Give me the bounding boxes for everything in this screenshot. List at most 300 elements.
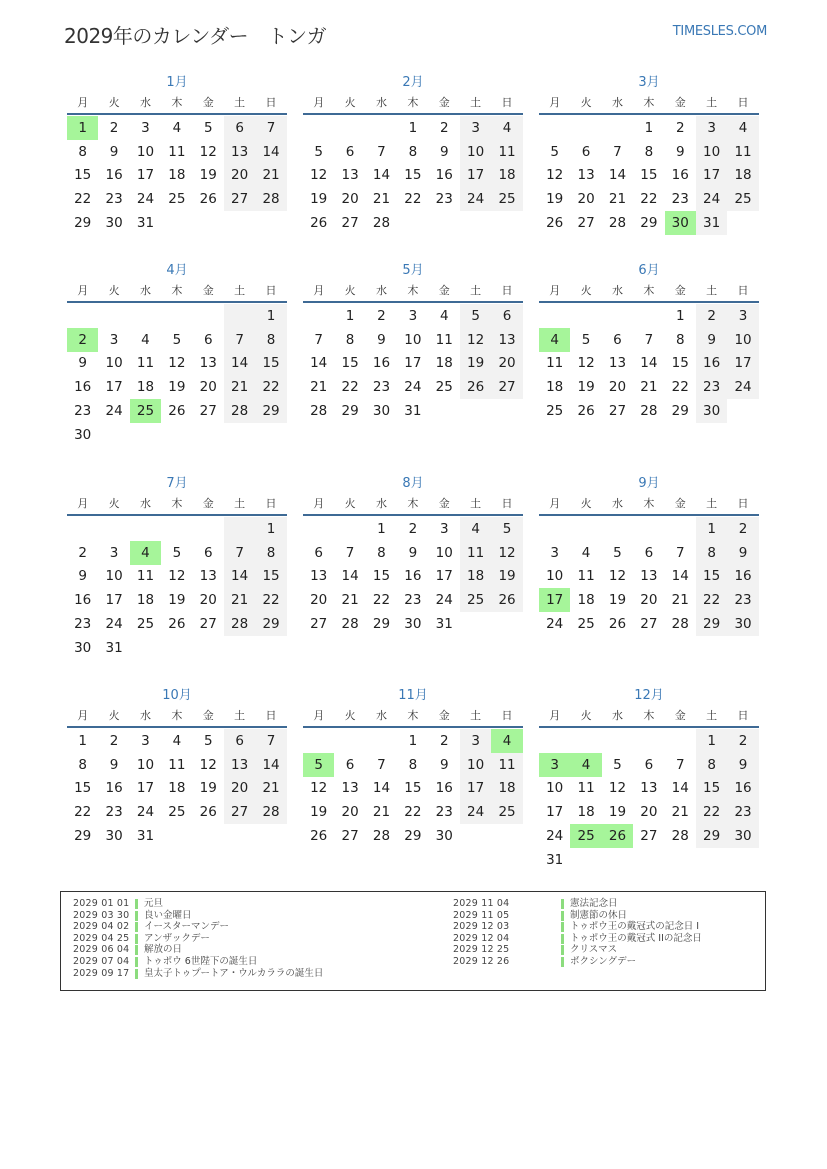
day-cell[interactable]: 27 bbox=[199, 616, 217, 633]
day-cell[interactable]: 17 bbox=[136, 167, 155, 184]
day-cell[interactable]: 20 bbox=[577, 191, 595, 208]
day-cell[interactable]: 12 bbox=[577, 355, 595, 372]
day-cell[interactable]: 2 bbox=[408, 520, 418, 537]
day-cell[interactable]: 22 bbox=[74, 804, 92, 821]
day-cell[interactable]: 29 bbox=[640, 215, 658, 232]
day-cell[interactable]: 24 bbox=[105, 616, 123, 633]
day-cell[interactable]: 24 bbox=[546, 616, 564, 633]
day-cell[interactable]: 14 bbox=[255, 753, 286, 777]
day-cell[interactable]: 9 bbox=[408, 544, 418, 561]
day-cell[interactable]: 24 bbox=[696, 187, 727, 211]
day-cell[interactable]: 8 bbox=[255, 328, 286, 352]
day-cell[interactable]: 19 bbox=[491, 565, 522, 589]
day-cell[interactable]: 14 bbox=[224, 352, 255, 376]
day-cell[interactable]: 8 bbox=[377, 544, 386, 561]
day-cell[interactable]: 13 bbox=[341, 167, 359, 184]
day-cell[interactable]: 8 bbox=[78, 143, 87, 160]
day-cell[interactable]: 19 bbox=[168, 379, 186, 396]
day-cell[interactable]: 3 bbox=[109, 331, 119, 348]
day-cell[interactable]: 10 bbox=[460, 753, 491, 777]
day-cell[interactable]: 16 bbox=[74, 592, 92, 609]
day-cell[interactable]: 4 bbox=[172, 732, 182, 749]
day-cell[interactable]: 1 bbox=[408, 119, 418, 136]
day-cell[interactable]: 26 bbox=[168, 616, 186, 633]
day-cell[interactable]: 22 bbox=[74, 191, 92, 208]
day-cell[interactable]: 1 bbox=[696, 517, 727, 541]
day-cell[interactable]: 7 bbox=[255, 116, 286, 140]
day-cell[interactable]: 31 bbox=[136, 828, 155, 845]
day-cell[interactable]: 11 bbox=[460, 541, 491, 565]
day-cell[interactable]: 6 bbox=[644, 756, 654, 773]
day-cell[interactable]: 20 bbox=[341, 804, 359, 821]
day-cell[interactable]: 25 bbox=[130, 399, 161, 423]
day-cell[interactable]: 18 bbox=[491, 164, 522, 188]
day-cell[interactable]: 31 bbox=[546, 851, 564, 868]
day-cell[interactable]: 16 bbox=[372, 355, 391, 372]
day-cell[interactable]: 20 bbox=[640, 804, 658, 821]
day-cell[interactable]: 30 bbox=[435, 828, 453, 845]
day-cell[interactable]: 30 bbox=[372, 403, 391, 420]
day-cell[interactable]: 15 bbox=[696, 777, 727, 801]
day-cell[interactable]: 23 bbox=[435, 191, 453, 208]
day-cell[interactable]: 8 bbox=[408, 756, 418, 773]
day-cell[interactable]: 11 bbox=[577, 780, 595, 797]
day-cell[interactable]: 10 bbox=[435, 544, 453, 561]
day-cell[interactable]: 10 bbox=[105, 568, 123, 585]
day-cell[interactable]: 9 bbox=[78, 355, 87, 372]
day-cell[interactable]: 5 bbox=[550, 143, 559, 160]
day-cell[interactable]: 4 bbox=[141, 331, 150, 348]
day-cell[interactable]: 2 bbox=[78, 544, 87, 561]
day-cell[interactable]: 18 bbox=[136, 592, 155, 609]
day-cell[interactable]: 11 bbox=[727, 140, 758, 164]
day-cell[interactable]: 5 bbox=[203, 732, 213, 749]
day-cell[interactable]: 1 bbox=[67, 116, 98, 140]
day-cell[interactable]: 1 bbox=[78, 732, 87, 749]
day-cell[interactable]: 7 bbox=[675, 756, 685, 773]
day-cell[interactable]: 20 bbox=[491, 352, 522, 376]
day-cell[interactable]: 28 bbox=[224, 612, 255, 636]
day-cell[interactable]: 23 bbox=[727, 800, 758, 824]
day-cell[interactable]: 23 bbox=[74, 616, 92, 633]
day-cell[interactable]: 5 bbox=[314, 143, 323, 160]
day-cell[interactable]: 23 bbox=[696, 375, 727, 399]
day-cell[interactable]: 13 bbox=[491, 328, 522, 352]
day-cell[interactable]: 29 bbox=[74, 215, 92, 232]
day-cell[interactable]: 26 bbox=[608, 616, 627, 633]
day-cell[interactable]: 22 bbox=[341, 379, 359, 396]
day-cell[interactable]: 10 bbox=[546, 568, 564, 585]
day-cell[interactable]: 30 bbox=[404, 616, 422, 633]
day-cell[interactable]: 22 bbox=[255, 588, 286, 612]
day-cell[interactable]: 16 bbox=[727, 565, 758, 589]
day-cell[interactable]: 29 bbox=[372, 616, 391, 633]
day-cell[interactable]: 7 bbox=[644, 331, 654, 348]
day-cell[interactable]: 4 bbox=[727, 116, 758, 140]
day-cell[interactable]: 2 bbox=[439, 119, 449, 136]
day-cell[interactable]: 24 bbox=[546, 828, 564, 845]
day-cell[interactable]: 6 bbox=[345, 143, 355, 160]
day-cell[interactable]: 19 bbox=[608, 804, 627, 821]
day-cell[interactable]: 9 bbox=[727, 753, 758, 777]
day-cell[interactable]: 17 bbox=[404, 355, 422, 372]
day-cell[interactable]: 13 bbox=[577, 167, 595, 184]
day-cell[interactable]: 18 bbox=[491, 777, 522, 801]
day-cell[interactable]: 25 bbox=[727, 187, 758, 211]
day-cell[interactable]: 13 bbox=[224, 753, 255, 777]
day-cell[interactable]: 21 bbox=[310, 379, 328, 396]
day-cell[interactable]: 18 bbox=[136, 379, 155, 396]
day-cell[interactable]: 12 bbox=[168, 355, 186, 372]
day-cell[interactable]: 15 bbox=[372, 568, 391, 585]
day-cell[interactable]: 20 bbox=[608, 379, 627, 396]
day-cell[interactable]: 11 bbox=[136, 355, 155, 372]
day-cell[interactable]: 18 bbox=[168, 780, 186, 797]
day-cell[interactable]: 15 bbox=[404, 167, 422, 184]
day-cell[interactable]: 29 bbox=[696, 612, 727, 636]
day-cell[interactable]: 8 bbox=[696, 541, 727, 565]
day-cell[interactable]: 24 bbox=[460, 800, 491, 824]
day-cell[interactable]: 29 bbox=[341, 403, 359, 420]
day-cell[interactable]: 7 bbox=[377, 756, 386, 773]
day-cell[interactable]: 6 bbox=[491, 304, 522, 328]
day-cell[interactable]: 1 bbox=[644, 119, 654, 136]
day-cell[interactable]: 19 bbox=[608, 592, 627, 609]
day-cell[interactable]: 2 bbox=[439, 732, 449, 749]
day-cell[interactable]: 8 bbox=[675, 331, 685, 348]
day-cell[interactable]: 24 bbox=[136, 191, 155, 208]
day-cell[interactable]: 29 bbox=[696, 824, 727, 848]
day-cell[interactable]: 9 bbox=[727, 541, 758, 565]
day-cell[interactable]: 12 bbox=[168, 568, 186, 585]
day-cell[interactable]: 10 bbox=[727, 328, 758, 352]
day-cell[interactable]: 15 bbox=[671, 355, 689, 372]
day-cell[interactable]: 4 bbox=[439, 307, 449, 324]
day-cell[interactable]: 16 bbox=[74, 379, 92, 396]
day-cell[interactable]: 9 bbox=[675, 143, 685, 160]
day-cell[interactable]: 20 bbox=[310, 592, 328, 609]
day-cell[interactable]: 13 bbox=[608, 355, 627, 372]
day-cell[interactable]: 28 bbox=[671, 828, 689, 845]
day-cell[interactable]: 13 bbox=[310, 568, 328, 585]
day-cell[interactable]: 28 bbox=[255, 800, 286, 824]
day-cell[interactable]: 22 bbox=[640, 191, 658, 208]
day-cell[interactable]: 20 bbox=[199, 592, 217, 609]
day-cell[interactable]: 22 bbox=[696, 588, 727, 612]
day-cell[interactable]: 2 bbox=[377, 307, 386, 324]
day-cell[interactable]: 19 bbox=[199, 780, 217, 797]
day-cell[interactable]: 29 bbox=[74, 828, 92, 845]
day-cell[interactable]: 2 bbox=[67, 328, 98, 352]
day-cell[interactable]: 12 bbox=[608, 568, 627, 585]
day-cell[interactable]: 5 bbox=[613, 756, 622, 773]
day-cell[interactable]: 25 bbox=[136, 616, 155, 633]
day-cell[interactable]: 11 bbox=[546, 355, 564, 372]
day-cell[interactable]: 16 bbox=[105, 780, 123, 797]
day-cell[interactable]: 2 bbox=[727, 729, 758, 753]
day-cell[interactable]: 9 bbox=[439, 143, 449, 160]
day-cell[interactable]: 21 bbox=[608, 191, 627, 208]
day-cell[interactable]: 17 bbox=[546, 804, 564, 821]
day-cell[interactable]: 14 bbox=[372, 167, 391, 184]
day-cell[interactable]: 12 bbox=[310, 167, 328, 184]
day-cell[interactable]: 27 bbox=[224, 800, 255, 824]
day-cell[interactable]: 2 bbox=[109, 119, 119, 136]
day-cell[interactable]: 26 bbox=[577, 403, 595, 420]
day-cell[interactable]: 18 bbox=[546, 379, 564, 396]
day-cell[interactable]: 11 bbox=[577, 568, 595, 585]
day-cell[interactable]: 19 bbox=[310, 191, 328, 208]
day-cell[interactable]: 17 bbox=[136, 780, 155, 797]
day-cell[interactable]: 1 bbox=[696, 729, 727, 753]
day-cell[interactable]: 20 bbox=[224, 777, 255, 801]
day-cell[interactable]: 14 bbox=[341, 568, 359, 585]
day-cell[interactable]: 15 bbox=[255, 352, 286, 376]
day-cell[interactable]: 4 bbox=[172, 119, 182, 136]
day-cell[interactable]: 25 bbox=[491, 187, 522, 211]
day-cell[interactable]: 19 bbox=[168, 592, 186, 609]
day-cell[interactable]: 20 bbox=[341, 191, 359, 208]
day-cell[interactable]: 4 bbox=[491, 116, 522, 140]
day-cell[interactable]: 9 bbox=[377, 331, 386, 348]
day-cell[interactable]: 23 bbox=[105, 191, 123, 208]
day-cell[interactable]: 19 bbox=[546, 191, 564, 208]
day-cell[interactable]: 30 bbox=[696, 399, 727, 423]
day-cell[interactable]: 7 bbox=[224, 541, 255, 565]
day-cell[interactable]: 30 bbox=[105, 828, 123, 845]
day-cell[interactable]: 21 bbox=[341, 592, 359, 609]
day-cell[interactable]: 11 bbox=[435, 331, 453, 348]
day-cell[interactable]: 27 bbox=[640, 616, 658, 633]
day-cell[interactable]: 25 bbox=[435, 379, 453, 396]
day-cell[interactable]: 4 bbox=[539, 328, 570, 352]
day-cell[interactable]: 6 bbox=[203, 544, 213, 561]
day-cell[interactable]: 22 bbox=[255, 375, 286, 399]
day-cell[interactable]: 14 bbox=[608, 167, 627, 184]
day-cell[interactable]: 3 bbox=[696, 116, 727, 140]
day-cell[interactable]: 16 bbox=[404, 568, 422, 585]
day-cell[interactable]: 9 bbox=[696, 328, 727, 352]
day-cell[interactable]: 12 bbox=[199, 143, 217, 160]
day-cell[interactable]: 22 bbox=[404, 804, 422, 821]
day-cell[interactable]: 4 bbox=[491, 729, 522, 753]
day-cell[interactable]: 12 bbox=[199, 756, 217, 773]
day-cell[interactable]: 17 bbox=[435, 568, 453, 585]
day-cell[interactable]: 17 bbox=[105, 379, 123, 396]
day-cell[interactable]: 24 bbox=[136, 804, 155, 821]
day-cell[interactable]: 21 bbox=[255, 777, 286, 801]
day-cell[interactable]: 25 bbox=[168, 191, 186, 208]
day-cell[interactable]: 27 bbox=[341, 215, 359, 232]
day-cell[interactable]: 9 bbox=[78, 568, 87, 585]
day-cell[interactable]: 21 bbox=[224, 375, 255, 399]
day-cell[interactable]: 16 bbox=[696, 352, 727, 376]
day-cell[interactable]: 10 bbox=[105, 355, 123, 372]
day-cell[interactable]: 24 bbox=[404, 379, 422, 396]
day-cell[interactable]: 22 bbox=[696, 800, 727, 824]
day-cell[interactable]: 2 bbox=[109, 732, 119, 749]
day-cell[interactable]: 7 bbox=[675, 544, 685, 561]
day-cell[interactable]: 5 bbox=[460, 304, 491, 328]
day-cell[interactable]: 26 bbox=[310, 828, 328, 845]
day-cell[interactable]: 28 bbox=[341, 616, 359, 633]
day-cell[interactable]: 8 bbox=[696, 753, 727, 777]
day-cell[interactable]: 10 bbox=[136, 756, 155, 773]
day-cell[interactable]: 23 bbox=[671, 191, 689, 208]
day-cell[interactable]: 16 bbox=[105, 167, 123, 184]
day-cell[interactable]: 6 bbox=[224, 729, 255, 753]
day-cell[interactable]: 17 bbox=[539, 588, 570, 612]
day-cell[interactable]: 21 bbox=[671, 804, 689, 821]
day-cell[interactable]: 29 bbox=[255, 399, 286, 423]
day-cell[interactable]: 28 bbox=[671, 616, 689, 633]
day-cell[interactable]: 16 bbox=[671, 167, 689, 184]
day-cell[interactable]: 29 bbox=[255, 612, 286, 636]
day-cell[interactable]: 5 bbox=[203, 119, 213, 136]
day-cell[interactable]: 19 bbox=[310, 804, 328, 821]
day-cell[interactable]: 26 bbox=[491, 588, 522, 612]
day-cell[interactable]: 28 bbox=[372, 215, 391, 232]
day-cell[interactable]: 17 bbox=[460, 164, 491, 188]
day-cell[interactable]: 8 bbox=[78, 756, 87, 773]
day-cell[interactable]: 2 bbox=[696, 304, 727, 328]
day-cell[interactable]: 15 bbox=[341, 355, 359, 372]
day-cell[interactable]: 16 bbox=[727, 777, 758, 801]
day-cell[interactable]: 28 bbox=[640, 403, 658, 420]
day-cell[interactable]: 11 bbox=[168, 143, 186, 160]
day-cell[interactable]: 30 bbox=[74, 639, 92, 656]
day-cell[interactable]: 19 bbox=[199, 167, 217, 184]
day-cell[interactable]: 1 bbox=[345, 307, 355, 324]
day-cell[interactable]: 1 bbox=[255, 304, 286, 328]
day-cell[interactable]: 18 bbox=[460, 565, 491, 589]
day-cell[interactable]: 9 bbox=[109, 143, 119, 160]
day-cell[interactable]: 3 bbox=[550, 544, 559, 561]
day-cell[interactable]: 4 bbox=[130, 541, 161, 565]
day-cell[interactable]: 1 bbox=[408, 732, 418, 749]
day-cell[interactable]: 11 bbox=[491, 140, 522, 164]
day-cell[interactable]: 12 bbox=[546, 167, 564, 184]
day-cell[interactable]: 14 bbox=[671, 780, 689, 797]
day-cell[interactable]: 27 bbox=[224, 187, 255, 211]
day-cell[interactable]: 17 bbox=[460, 777, 491, 801]
day-cell[interactable]: 15 bbox=[640, 167, 658, 184]
day-cell[interactable]: 25 bbox=[570, 824, 601, 848]
day-cell[interactable]: 20 bbox=[224, 164, 255, 188]
day-cell[interactable]: 24 bbox=[435, 592, 453, 609]
day-cell[interactable]: 20 bbox=[199, 379, 217, 396]
day-cell[interactable]: 3 bbox=[109, 544, 119, 561]
day-cell[interactable]: 21 bbox=[255, 164, 286, 188]
site-logo[interactable]: TIMESLES.COM bbox=[672, 24, 767, 39]
day-cell[interactable]: 23 bbox=[74, 403, 92, 420]
day-cell[interactable]: 1 bbox=[377, 520, 386, 537]
day-cell[interactable]: 28 bbox=[255, 187, 286, 211]
day-cell[interactable]: 28 bbox=[372, 828, 391, 845]
day-cell[interactable]: 23 bbox=[435, 804, 453, 821]
day-cell[interactable]: 1 bbox=[255, 517, 286, 541]
day-cell[interactable]: 26 bbox=[168, 403, 186, 420]
day-cell[interactable]: 24 bbox=[460, 187, 491, 211]
day-cell[interactable]: 18 bbox=[168, 167, 186, 184]
day-cell[interactable]: 5 bbox=[491, 517, 522, 541]
day-cell[interactable]: 26 bbox=[310, 215, 328, 232]
day-cell[interactable]: 6 bbox=[314, 544, 323, 561]
day-cell[interactable]: 10 bbox=[136, 143, 155, 160]
day-cell[interactable]: 10 bbox=[460, 140, 491, 164]
day-cell[interactable]: 22 bbox=[671, 379, 689, 396]
day-cell[interactable]: 5 bbox=[303, 753, 334, 777]
day-cell[interactable]: 14 bbox=[224, 565, 255, 589]
day-cell[interactable]: 23 bbox=[404, 592, 422, 609]
day-cell[interactable]: 12 bbox=[310, 780, 328, 797]
day-cell[interactable]: 16 bbox=[435, 780, 453, 797]
day-cell[interactable]: 30 bbox=[727, 824, 758, 848]
day-cell[interactable]: 15 bbox=[696, 565, 727, 589]
day-cell[interactable]: 10 bbox=[696, 140, 727, 164]
day-cell[interactable]: 26 bbox=[546, 215, 564, 232]
day-cell[interactable]: 28 bbox=[310, 403, 328, 420]
day-cell[interactable]: 7 bbox=[377, 143, 386, 160]
day-cell[interactable]: 2 bbox=[675, 119, 685, 136]
day-cell[interactable]: 21 bbox=[640, 379, 658, 396]
day-cell[interactable]: 5 bbox=[581, 331, 591, 348]
day-cell[interactable]: 3 bbox=[727, 304, 758, 328]
day-cell[interactable]: 25 bbox=[168, 804, 186, 821]
day-cell[interactable]: 7 bbox=[613, 143, 622, 160]
day-cell[interactable]: 11 bbox=[168, 756, 186, 773]
day-cell[interactable]: 31 bbox=[435, 616, 453, 633]
day-cell[interactable]: 25 bbox=[546, 403, 564, 420]
day-cell[interactable]: 6 bbox=[581, 143, 591, 160]
day-cell[interactable]: 13 bbox=[640, 568, 658, 585]
day-cell[interactable]: 7 bbox=[255, 729, 286, 753]
day-cell[interactable]: 27 bbox=[640, 828, 658, 845]
day-cell[interactable]: 11 bbox=[491, 753, 522, 777]
day-cell[interactable]: 6 bbox=[644, 544, 654, 561]
day-cell[interactable]: 18 bbox=[577, 804, 595, 821]
day-cell[interactable]: 31 bbox=[696, 211, 727, 235]
day-cell[interactable]: 25 bbox=[460, 588, 491, 612]
day-cell[interactable]: 16 bbox=[435, 167, 453, 184]
day-cell[interactable]: 5 bbox=[172, 544, 182, 561]
day-cell[interactable]: 27 bbox=[491, 375, 522, 399]
day-cell[interactable]: 9 bbox=[109, 756, 119, 773]
day-cell[interactable]: 3 bbox=[460, 729, 491, 753]
day-cell[interactable]: 12 bbox=[491, 541, 522, 565]
day-cell[interactable]: 29 bbox=[671, 403, 689, 420]
day-cell[interactable]: 17 bbox=[105, 592, 123, 609]
day-cell[interactable]: 10 bbox=[546, 780, 564, 797]
day-cell[interactable]: 13 bbox=[199, 568, 217, 585]
day-cell[interactable]: 3 bbox=[439, 520, 449, 537]
day-cell[interactable]: 30 bbox=[727, 612, 758, 636]
day-cell[interactable]: 26 bbox=[460, 375, 491, 399]
day-cell[interactable]: 27 bbox=[608, 403, 627, 420]
day-cell[interactable]: 14 bbox=[372, 780, 391, 797]
day-cell[interactable]: 1 bbox=[675, 307, 685, 324]
day-cell[interactable]: 21 bbox=[671, 592, 689, 609]
day-cell[interactable]: 3 bbox=[141, 119, 150, 136]
day-cell[interactable]: 7 bbox=[345, 544, 355, 561]
day-cell[interactable]: 26 bbox=[199, 804, 217, 821]
day-cell[interactable]: 13 bbox=[199, 355, 217, 372]
day-cell[interactable]: 29 bbox=[404, 828, 422, 845]
day-cell[interactable]: 6 bbox=[613, 331, 622, 348]
day-cell[interactable]: 31 bbox=[136, 215, 155, 232]
day-cell[interactable]: 23 bbox=[372, 379, 391, 396]
day-cell[interactable]: 31 bbox=[404, 403, 422, 420]
